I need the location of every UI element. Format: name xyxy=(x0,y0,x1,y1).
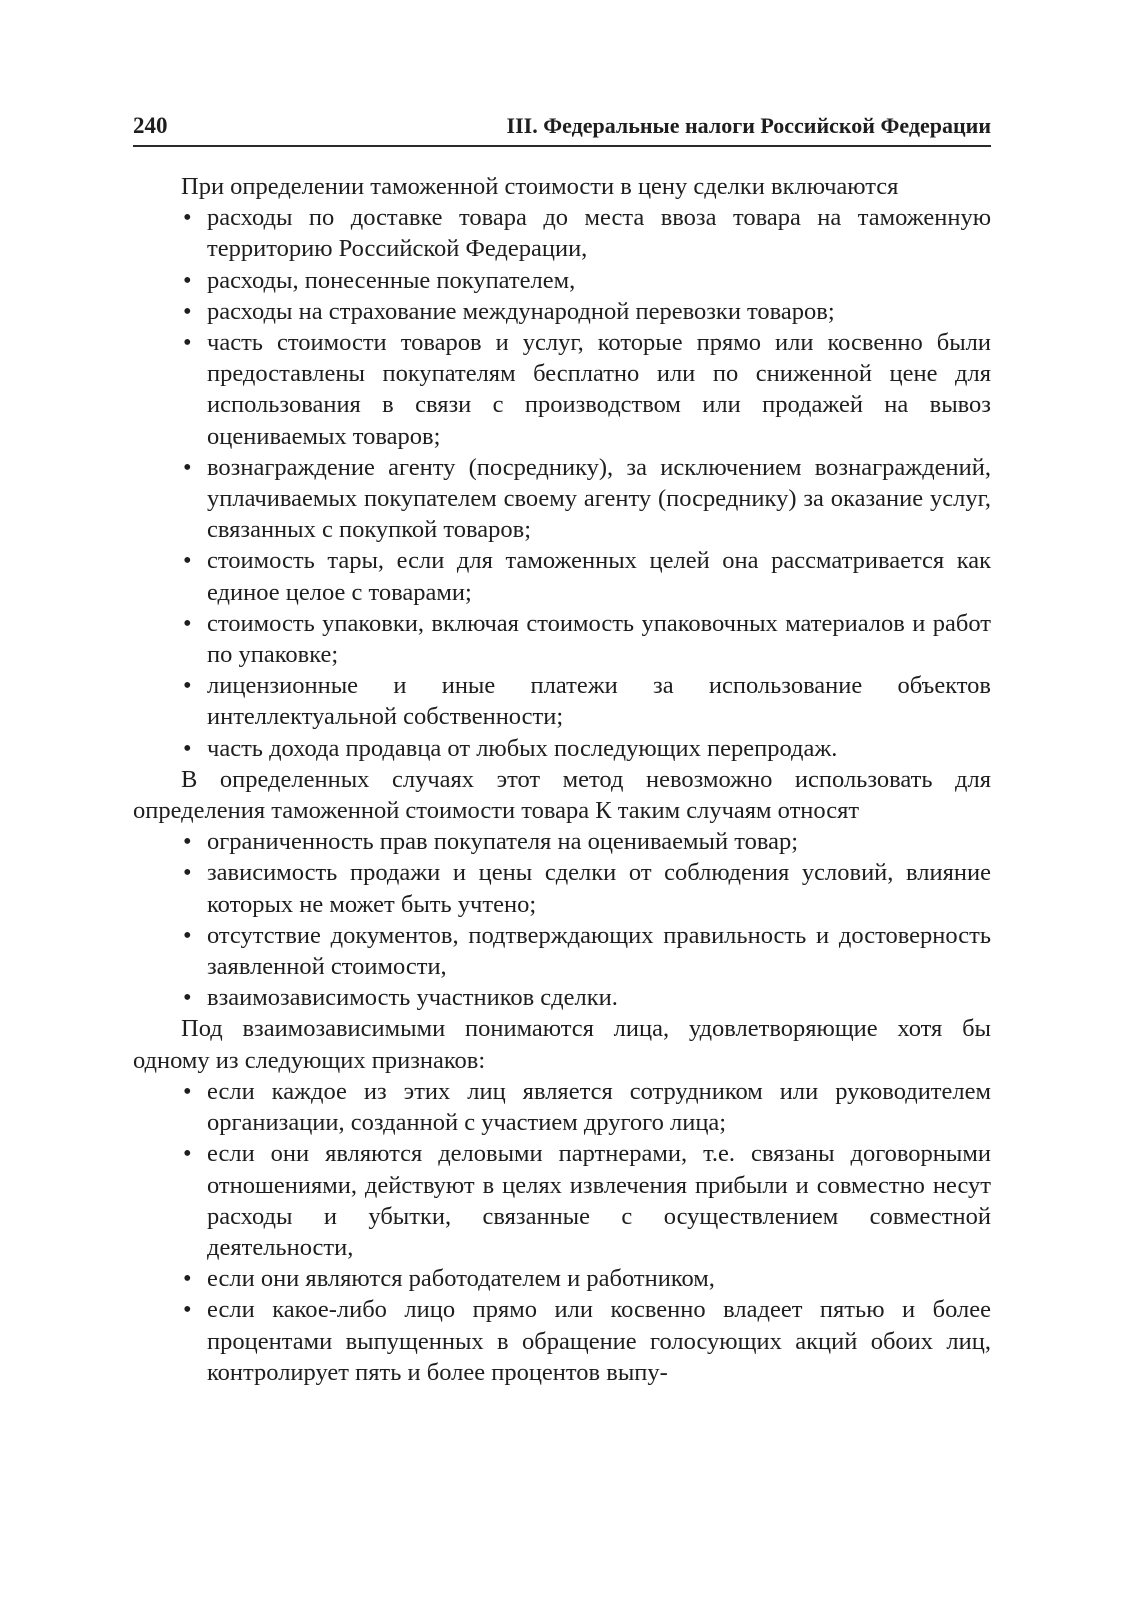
cases-list xyxy=(133,826,991,1013)
list-item: • лицензионные и иные платежи за использование объектов интеллектуальной собственности; xyxy=(207,670,991,732)
running-header xyxy=(133,112,991,147)
included-costs-list xyxy=(133,202,991,764)
cases-paragraph: В определенных случаях этот метод невозможно использовать для определения таможенной стоимости товара К таким случаям относят xyxy=(133,765,991,825)
page-body xyxy=(133,171,991,1388)
book-page xyxy=(133,112,991,1388)
list-item: • часть дохода продавца от любых последующих перепродаж. xyxy=(207,733,991,764)
list-item: • если каждое из этих лиц является сотрудником или руководителем организации, созданной с участием другого лица; xyxy=(207,1076,991,1138)
list-item: • если они являются деловыми партнерами, т.е. связаны договорными отношениями, действуют в целях извлечения прибыли и совместно несут расходы и убытки, связанные с осуществлением совместной деятельности, xyxy=(207,1138,991,1263)
list-item: • расходы, понесенные покупателем, xyxy=(207,265,991,296)
list-item: • зависимость продажи и цены сделки от соблюдения условий, влияние которых не может быть учтено; xyxy=(207,857,991,919)
chapter-title: III. Федеральные налоги Российской Федерации xyxy=(506,113,991,138)
related-parties-list xyxy=(133,1076,991,1388)
list-item: • часть стоимости товаров и услуг, которые прямо или косвенно были предоставлены покупателям бесплатно или по сниженной цене для использования в связи с производством или продажей на вывоз оцениваемых товаров; xyxy=(207,327,991,452)
list-item: • ограниченность прав покупателя на оцениваемый товар; xyxy=(207,826,991,857)
list-item: • взаимозависимость участников сделки. xyxy=(207,982,991,1013)
intro-paragraph: При определении таможенной стоимости в цену сделки включаются xyxy=(181,173,899,200)
list-item: • если какое-либо лицо прямо или косвенно владеет пятью и более процентами выпущенных в обращение голосующих акций обоих лиц, контролирует пять и более процентов выпу- xyxy=(207,1294,991,1388)
page-number: 240 xyxy=(133,113,168,138)
list-item: • стоимость тары, если для таможенных целей она рассматривается как единое целое с товарами; xyxy=(207,545,991,607)
list-item: • если они являются работодателем и работником, xyxy=(207,1263,991,1294)
list-item: • стоимость упаковки, включая стоимость упаковочных материалов и работ по упаковке; xyxy=(207,608,991,670)
related-parties-paragraph: Под взаимозависимыми понимаются лица, удовлетворяющие хотя бы одному из следующих признаков: xyxy=(133,1015,991,1074)
list-item: • отсутствие документов, подтверждающих правильность и достоверность заявленной стоимости, xyxy=(207,920,991,982)
list-item: • вознаграждение агенту (посреднику), за исключением вознаграждений, уплачиваемых покупателем своему агенту (посреднику) за оказание услуг, связанных с покупкой товаров; xyxy=(207,452,991,546)
list-item: • расходы по доставке товара до места ввоза товара на таможенную территорию Российской Федерации, xyxy=(207,202,991,264)
list-item: • расходы на страхование международной перевозки товаров; xyxy=(207,296,991,327)
